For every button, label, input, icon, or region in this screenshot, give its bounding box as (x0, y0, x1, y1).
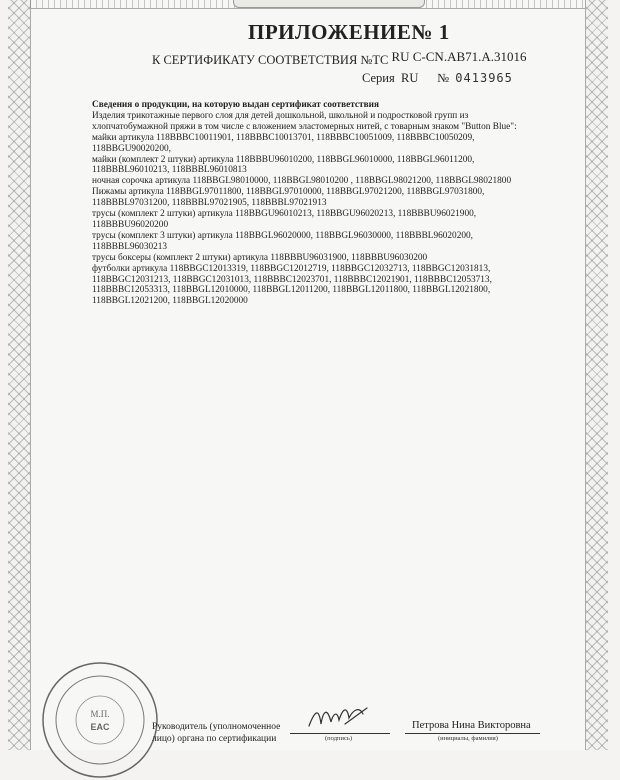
signatory-line-2: лицо) органа по сертификации (152, 734, 277, 744)
text-line: трусы боксеры (комплект 2 штуки) артикула 118BBBU96031900, 118BBBU96030200 (92, 252, 428, 263)
text-line: 118BBBL96030213 (92, 241, 168, 252)
series-value: RU (400, 71, 419, 85)
signatory-line-1: Руководитель (уполномоченное (152, 722, 281, 732)
text-line: ночная сорочка артикула 118BBGL98010000, 118BBGL98010200 , 118BBGL98021200, 118BBGL98021800 (92, 176, 512, 187)
text-line: 118BBGC12031213, 118BBGC12031013, 118BBBC12023701, 118BBBC12021901, 118BBBC12053713, (92, 274, 492, 285)
cert-prefix: К СЕРТИФИКАТУ СООТВЕТСТВИЯ №ТС (152, 53, 389, 67)
text-line: майки (комплект 2 штуки) артикула 118BBBU96010200, 118BBGL96010000, 118BBGL96011200, (92, 154, 475, 165)
text-line: Изделия трикотажные первого слоя для детей дошкольной, школьной и подростковой групп из (92, 110, 469, 121)
signature-line (290, 733, 390, 734)
appendix-number: № 1 (411, 20, 450, 44)
product-details (92, 100, 562, 307)
section-title: Сведения о продукции, на которую выдан сертификат соответствия (92, 100, 379, 110)
text-line: хлопчатобумажной пряжи в том числе с вложением эластомерных нитей, с товарным знаком "Button Blue": (92, 121, 517, 132)
signatory-label (152, 721, 280, 745)
svg-text:М.П.: М.П. (90, 709, 110, 719)
serial-number: 0413965 (455, 71, 513, 85)
text-line: 118BBBU96020200 (92, 219, 169, 230)
text-line: футболки артикула 118BBGC12013319, 118BBGC12012719, 118BBGC12032713, 118BBGC12031813, (92, 263, 491, 274)
series-line (362, 71, 513, 86)
signature-caption: (подпись) (325, 735, 352, 742)
text-line: 118BBBL96010213, 118BBBL96010813 (92, 165, 247, 176)
handwritten-signature (305, 700, 375, 734)
series-label: Серия (362, 71, 395, 85)
guilloche-border-right (585, 0, 608, 750)
top-emblem-tab (233, 0, 425, 8)
certification-stamp (40, 660, 160, 780)
text-line: 118BBBC12053313, 118BBGL12010000, 118BBGL12011200, 118BBGL12011800, 118BBGL12021800, (92, 285, 491, 296)
text-line: 118BBGL12021200, 118BBGL12020000 (92, 296, 248, 307)
text-line: майки артикула 118BBBC10011901, 118BBBC10013701, 118BBBC10051009, 118BBBC10050209, (92, 132, 475, 143)
guilloche-border-left (8, 0, 31, 750)
svg-text:EAC: EAC (90, 722, 110, 732)
text-line: Пижамы артикула 118BBGL97011800, 118BBGL97010000, 118BBGL97021200, 118BBGL97031800, (92, 187, 485, 198)
title-text: ПРИЛОЖЕНИЕ (248, 20, 412, 44)
signatory-name: Петрова Нина Викторовна (412, 720, 531, 731)
serial-prefix: № (437, 71, 450, 85)
cert-number: RU C-CN.AB71.A.31016 (391, 49, 527, 64)
text-line: 118BBGU90020200, (92, 143, 171, 154)
name-line (405, 733, 540, 734)
text-line: 118BBBL97031200, 118BBBL97021905, 118BBBL97021913 (92, 198, 327, 209)
name-caption: (инициалы, фамилия) (438, 735, 498, 742)
certificate-reference (152, 49, 527, 68)
text-line: трусы (комплект 3 штуки) артикула 118BBGL96020000, 118BBGL96030000, 118BBBL96020200, (92, 230, 473, 241)
page-title (248, 20, 450, 45)
text-line: трусы (комплект 2 штуки) артикула 118BBGU96010213, 118BBGU96020213, 118BBBU96021900, (92, 209, 477, 220)
